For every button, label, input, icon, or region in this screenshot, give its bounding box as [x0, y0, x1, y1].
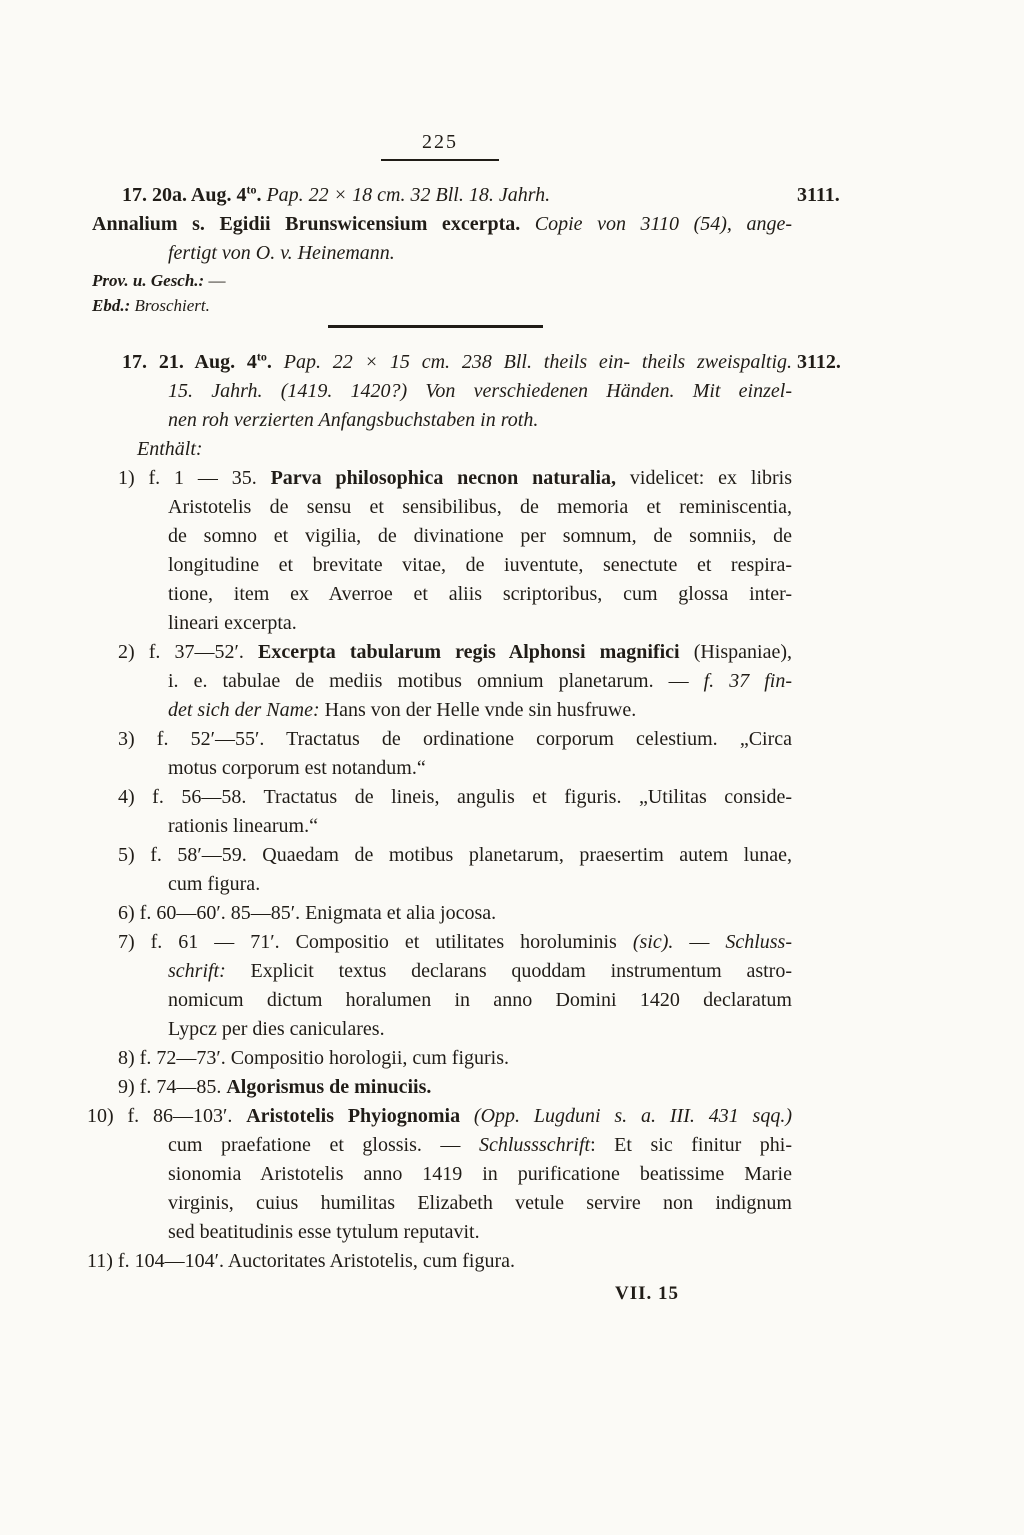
text-run: Schlussschrift — [478, 1134, 591, 1156]
text-run: i. e. tabulae de mediis motibus omnium planetarum. — — [168, 670, 704, 692]
text-run: 8) f. 72—73′. Compositio horologii, cum figuris. — [118, 1047, 510, 1069]
text-line — [85, 1218, 792, 1247]
text-run: 15. Jahrh. (1419. 1420?) Von verschiedenen Händen. Mit einzel- — [168, 380, 792, 402]
text-line — [85, 1102, 792, 1131]
text-run: 17. 20a. Aug. 4 — [122, 184, 247, 206]
catalog-number: 3112. — [797, 351, 841, 373]
text-run: longitudine et brevitate vitae, de iuventute, senectute et respira- — [168, 554, 792, 576]
text-line — [85, 1247, 792, 1276]
text-line — [85, 377, 792, 406]
text-run: de somno et vigilia, de divinatione per somnum, de somniis, de — [168, 525, 792, 547]
text-line — [85, 580, 792, 609]
catalog-entry-3112 — [85, 348, 841, 1276]
text-run: 3) f. 52′—55′. Tractatus de ordinatione corporum celestium. „Circa — [118, 728, 792, 750]
entry-separator — [328, 325, 543, 328]
text-run: videlicet: ex libris — [616, 467, 792, 489]
text-run: schrift: — [168, 960, 226, 982]
text-line — [85, 522, 792, 551]
text-run: 6) f. 60—60′. 85—85′. Enigmata et alia jocosa. — [118, 902, 497, 924]
text-run: Annalium s. Egidii Brunswicensium excerpta. — [92, 213, 535, 235]
text-line — [85, 638, 792, 667]
text-run: Schluss- — [725, 931, 793, 953]
text-run: fertigt von O. v. Heinemann. — [168, 242, 395, 264]
text-run: Explicit textus declarans quoddam instrumentum astro- — [225, 960, 792, 982]
text-line — [85, 551, 792, 580]
page-number: 225 — [422, 131, 458, 153]
text-run: . — [256, 184, 267, 206]
text-run: nomicum dictum horalumen in anno Domini 1420 declaratum — [168, 989, 792, 1011]
text-run: (Opp. Lugduni s. a. III. 431 sqq.) — [473, 1105, 792, 1127]
text-line — [85, 957, 792, 986]
text-run: 2) f. 37—52′. — [118, 641, 258, 663]
text-line — [85, 696, 792, 725]
signature-mark: VII. 15 — [615, 1283, 680, 1304]
text-run: — — [204, 271, 226, 290]
text-run: Lypcz per dies caniculares. — [168, 1018, 385, 1040]
text-line — [85, 609, 792, 638]
text-line — [85, 268, 792, 293]
text-run: lineari excerpta. — [168, 612, 297, 634]
text-run: Pap. 22 × 15 cm. 238 Bll. theils ein- theils zweispaltig. — [283, 351, 792, 373]
text-run: . — [266, 351, 284, 373]
text-run: tione, item ex Averroe et aliis scriptoribus, cum glossa inter- — [168, 583, 792, 605]
text-run: det sich der Name: — [168, 699, 320, 721]
text-line — [85, 464, 792, 493]
text-line — [85, 293, 792, 318]
text-line — [85, 239, 792, 268]
text-run: 7) f. 61 — 71′. Compositio et utilitates horoluminis — [118, 931, 633, 953]
text-run: 1) f. 1 — 35. — [118, 467, 271, 489]
page-number-rule — [381, 131, 499, 161]
text-line — [85, 1044, 792, 1073]
text-line — [85, 435, 792, 464]
text-line — [85, 493, 792, 522]
text-line — [85, 899, 792, 928]
text-line — [85, 1015, 792, 1044]
text-line — [85, 667, 792, 696]
text-line — [85, 1131, 792, 1160]
text-line — [85, 841, 792, 870]
text-run: 11) f. 104—104′. Auctoritates Aristotelis, cum figura. — [87, 1250, 516, 1272]
text-run: to — [256, 349, 267, 364]
text-run: 17. 21. Aug. 4 — [122, 351, 257, 373]
catalog-number: 3111. — [797, 184, 840, 206]
text-run: — — [673, 931, 726, 953]
text-run: Excerpta tabularum regis Alphonsi magnifici — [258, 641, 680, 663]
text-run: cum praefatione et glossis. — — [168, 1134, 479, 1156]
catalog-entry-3111 — [85, 181, 840, 318]
text-run: Algorismus de minuciis. — [226, 1076, 432, 1098]
text-line — [85, 1189, 792, 1218]
text-run: rationis linearum.“ — [168, 815, 318, 837]
text-run: : Et sic finitur phi- — [590, 1134, 792, 1156]
text-line — [85, 181, 840, 210]
text-line — [85, 783, 792, 812]
text-run: Parva philosophica necnon naturalia, — [270, 467, 617, 489]
text-run: Copie von 3110 (54), ange- — [534, 213, 792, 235]
text-run: Ebd.: — [92, 296, 131, 315]
text-line — [85, 1160, 792, 1189]
text-run: 5) f. 58′—59. Quaedam de motibus planetarum, praesertim autem lunae, — [118, 844, 792, 866]
text-line — [85, 406, 792, 435]
text-run: 9) f. 74—85. — [118, 1076, 227, 1098]
text-run: sionomia Aristotelis anno 1419 in purificatione beatissime Marie — [168, 1163, 792, 1185]
text-line — [85, 754, 792, 783]
entries — [85, 181, 841, 1276]
text-run: sed beatitudinis esse tytulum reputavit. — [168, 1221, 480, 1243]
text-run: Enthält: — [137, 438, 203, 460]
text-line — [85, 986, 792, 1015]
text-run: motus corporum est notandum.“ — [168, 757, 426, 779]
text-run: Pap. 22 × 18 cm. 32 Bll. 18. Jahrh. — [266, 184, 551, 206]
text-run: f. 37 fin- — [703, 670, 792, 692]
text-line — [85, 210, 792, 239]
text-line — [85, 725, 792, 754]
text-run: nen roh verzierten Anfangsbuchstaben in roth. — [168, 409, 539, 431]
text-line — [85, 870, 792, 899]
text-line — [85, 928, 792, 957]
text-run: (sic). — [632, 931, 674, 953]
text-run: to — [246, 182, 257, 197]
text-line — [85, 1073, 792, 1102]
text-run: Prov. u. Gesch.: — [92, 271, 205, 290]
text-run: 4) f. 56—58. Tractatus de lineis, angulis et figuris. „Utilitas conside- — [118, 786, 792, 808]
text-line — [85, 812, 792, 841]
text-run: 10) f. 86—103′. — [87, 1105, 247, 1127]
text-run: Hans von der Helle vnde sin husfruwe. — [319, 699, 637, 721]
text-run: (Hispaniae), — [679, 641, 792, 663]
text-run: Broschiert. — [130, 296, 210, 315]
text-run: Aristotelis de sensu et sensibilibus, de memoria et reminiscentia, — [168, 496, 792, 518]
text-run: Aristotelis Phyiognomia — [246, 1105, 474, 1127]
text-line — [85, 348, 841, 377]
text-run: virginis, cuius humilitas Elizabeth vetule servire non indignum — [168, 1192, 792, 1214]
text-run: cum figura. — [168, 873, 261, 895]
